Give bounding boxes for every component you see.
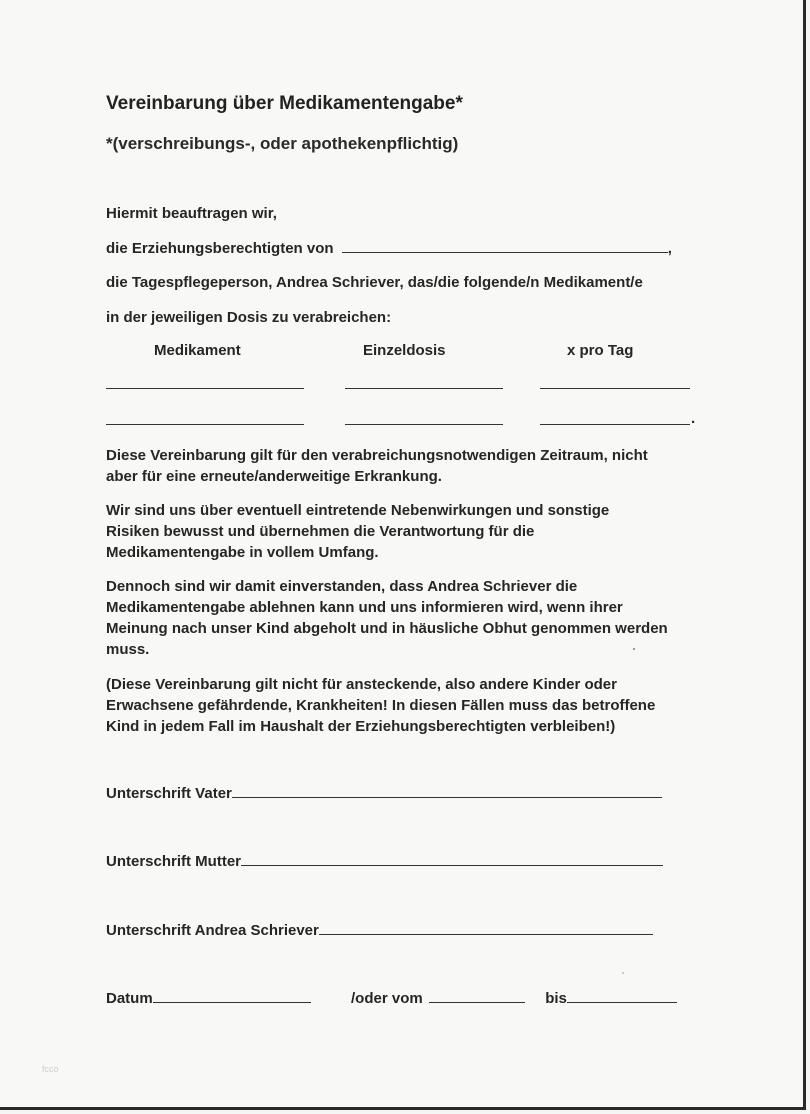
- watermark: fcco: [42, 1064, 59, 1074]
- intro-line-2-text: die Erziehungsberechtigten von: [106, 240, 334, 257]
- table-row-2-period: .: [691, 410, 696, 427]
- paragraph-zeitraum: [106, 445, 726, 487]
- signature-field-vater[interactable]: [232, 796, 662, 798]
- paragraph-line: Meinung nach unser Kind abgeholt und in häusliche Obhut genommen werden: [106, 620, 668, 637]
- signature-row-vater: [106, 785, 662, 802]
- paragraph-line: Erwachsene gefährdende, Krankheiten! In diesen Fällen muss das betroffene: [106, 697, 656, 714]
- signature-field-schriever[interactable]: [319, 933, 653, 935]
- paragraph-ansteckende: [106, 674, 726, 737]
- date-from-field[interactable]: [429, 1001, 525, 1003]
- bis-label: bis: [545, 990, 567, 1007]
- medikament-field-2[interactable]: [106, 424, 304, 425]
- date-to-field[interactable]: [567, 1001, 677, 1003]
- document-subtitle: *(verschreibungs-, oder apothekenpflichtig): [106, 134, 459, 153]
- intro-line-2: [106, 240, 672, 257]
- signature-row-mutter: [106, 853, 663, 870]
- medikament-field-1[interactable]: [106, 388, 304, 389]
- einzeldosis-field-1[interactable]: [345, 388, 503, 389]
- x-pro-tag-field-2[interactable]: [540, 424, 690, 425]
- paragraph-line: Medikamentengabe in vollem Umfang.: [106, 544, 379, 561]
- einzeldosis-field-2[interactable]: [345, 424, 503, 425]
- paragraph-line: Diese Vereinbarung gilt für den verabreichungsnotwendigen Zeitraum, nicht: [106, 447, 648, 464]
- signature-field-mutter[interactable]: [241, 864, 663, 866]
- document-title: Vereinbarung über Medikamentengabe*: [106, 93, 463, 114]
- paragraph-line: Kind in jedem Fall im Haushalt der Erziehungsberechtigten verbleiben!): [106, 718, 616, 735]
- paragraph-line: Wir sind uns über eventuell eintretende Nebenwirkungen und sonstige: [106, 502, 610, 519]
- signature-label-vater: Unterschrift Vater: [106, 785, 232, 802]
- date-label: Datum: [106, 990, 153, 1007]
- date-row: [106, 990, 677, 1007]
- signature-label-mutter: Unterschrift Mutter: [106, 853, 242, 870]
- intro-line-1: Hiermit beauftragen wir,: [106, 205, 277, 222]
- scan-speck: [633, 648, 635, 650]
- paragraph-line: Risiken bewusst und übernehmen die Verantwortung für die: [106, 523, 535, 540]
- intro-line-4: in der jeweiligen Dosis zu verabreichen:: [106, 309, 392, 326]
- table-header-x-pro-tag: x pro Tag: [567, 342, 634, 359]
- paragraph-line: (Diese Vereinbarung gilt nicht für ansteckende, also andere Kinder oder: [106, 676, 617, 693]
- paragraph-nebenwirkungen: [106, 500, 726, 563]
- signature-label-schriever: Unterschrift Andrea Schriever: [106, 922, 319, 939]
- oder-vom-label: /oder vom: [351, 990, 423, 1007]
- paragraph-line: muss.: [106, 641, 150, 658]
- date-field[interactable]: [153, 1001, 311, 1003]
- table-header-medikament: Medikament: [154, 342, 241, 359]
- child-name-field[interactable]: [342, 251, 668, 253]
- signature-row-schriever: [106, 922, 653, 939]
- intro-line-3: die Tagespflegeperson, Andrea Schriever, das/die folgende/n Medikament/e: [106, 274, 643, 291]
- paragraph-line: Dennoch sind wir damit einverstanden, dass Andrea Schriever die: [106, 578, 578, 595]
- table-header-einzeldosis: Einzeldosis: [363, 342, 446, 359]
- intro-line-2-comma: ,: [667, 240, 672, 257]
- paragraph-line: aber für eine erneute/anderweitige Erkrankung.: [106, 468, 442, 485]
- x-pro-tag-field-1[interactable]: [540, 388, 690, 389]
- paragraph-line: Medikamentengabe ablehnen kann und uns informieren wird, wenn ihrer: [106, 599, 623, 616]
- scan-speck: [622, 972, 624, 974]
